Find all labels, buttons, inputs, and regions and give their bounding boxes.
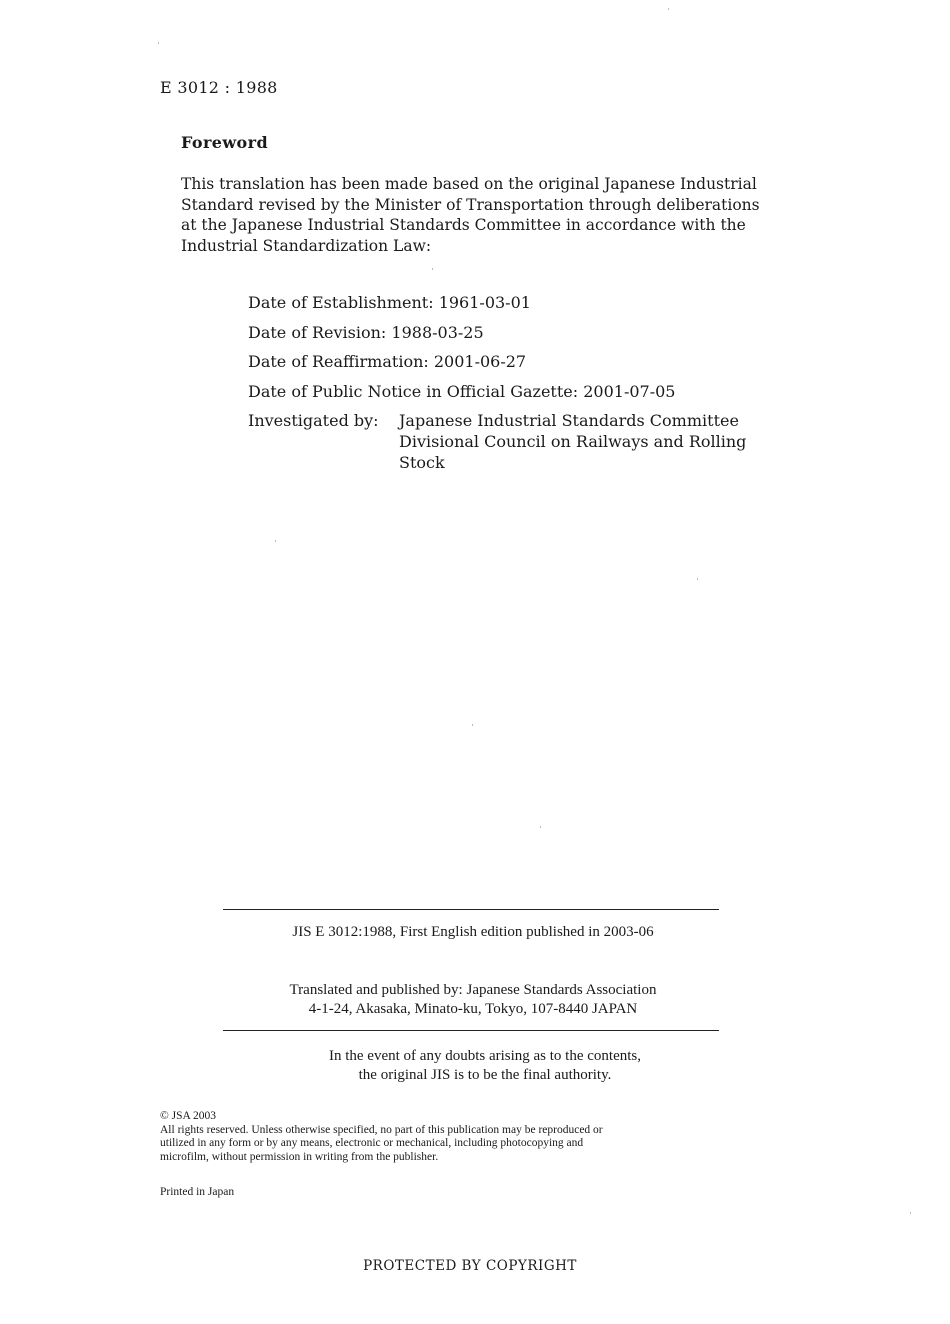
date-reaffirmation: Date of Reaffirmation: 2001-06-27 (248, 352, 527, 371)
publisher-info (173, 981, 773, 1018)
investigated-line: Japanese Industrial Standards Committee (399, 411, 739, 430)
address-line: 4-1-24, Akasaka, Minato-ku, Tokyo, 107-8440 JAPAN (308, 1000, 638, 1017)
copyright-line: microfilm, without permission in writing from the publisher. (160, 1150, 439, 1163)
investigated-line: Stock (399, 453, 445, 472)
edition-line: JIS E 3012:1988, First English edition published in 2003-06 (292, 924, 654, 940)
foreword-line: Standard revised by the Minister of Transportation through deliberations (181, 195, 760, 214)
scan-speck (275, 540, 276, 542)
scan-speck (910, 1212, 911, 1214)
investigated-by-body (399, 410, 746, 473)
copyright-line: © JSA 2003 (160, 1110, 217, 1122)
authority-line: In the event of any doubts arising as to the contents, (328, 1048, 641, 1064)
investigated-line: Divisional Council on Railways and Rolling (399, 432, 747, 451)
protected-footer: PROTECTED BY COPYRIGHT (363, 1258, 577, 1274)
printed-in: Printed in Japan (160, 1186, 235, 1198)
foreword-paragraph (181, 174, 781, 256)
scan-speck (668, 8, 669, 10)
edition-info (173, 923, 773, 942)
date-public-notice: Date of Public Notice in Official Gazette: 2001-07-05 (248, 381, 676, 401)
copyright-line: utilized in any form or by any means, electronic or mechanical, including photocopying and (160, 1137, 584, 1149)
divider-bottom (223, 1030, 719, 1031)
publisher-line: Translated and published by: Japanese Standards Association (289, 982, 657, 998)
scan-speck (158, 42, 159, 44)
authority-note (185, 1047, 785, 1084)
foreword-line: Industrial Standardization Law: (181, 236, 432, 255)
foreword-line: This translation has been made based on the original Japanese Industrial (181, 175, 757, 193)
divider-top (223, 909, 719, 910)
copyright-notice (160, 1110, 603, 1164)
standard-number: E 3012 : 1988 (160, 78, 278, 97)
date-revision: Date of Revision: 1988-03-25 (248, 322, 484, 342)
authority-line: the original JIS is to be the final authority. (358, 1066, 612, 1083)
foreword-line: at the Japanese Industrial Standards Committee in accordance with the (181, 216, 746, 234)
scan-speck (540, 826, 541, 828)
scan-speck (697, 578, 698, 580)
investigated-label: Investigated by: (248, 411, 379, 430)
foreword-title: Foreword (181, 133, 269, 152)
scan-speck (432, 268, 433, 270)
copyright-line: All rights reserved. Unless otherwise specified, no part of this publication may be reproduced or (160, 1123, 603, 1136)
date-establishment: Date of Establishment: 1961-03-01 (248, 293, 531, 312)
scan-speck (472, 724, 473, 726)
